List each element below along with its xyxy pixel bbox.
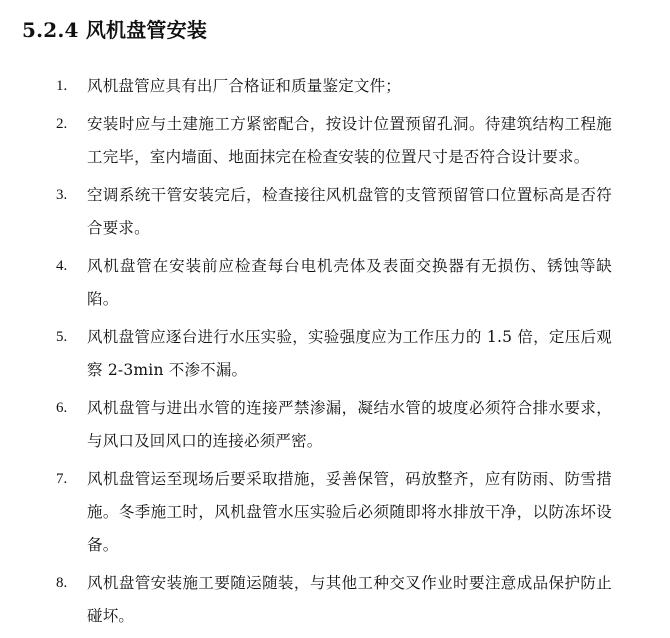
item-number: 7. (56, 471, 68, 487)
list-item (0, 70, 670, 103)
list-item (0, 108, 670, 174)
item-number: 6. (56, 400, 68, 416)
list-item (0, 179, 670, 245)
item-text: 风机盘管应具有出厂合格证和质量鉴定文件； (87, 77, 402, 95)
requirements-list (0, 70, 670, 638)
item-number: 8. (56, 575, 68, 591)
item-text: 安装时应与土建施工方紧密配合，按设计位置预留孔洞。待建筑结构工程施工完毕，室内墙面、地面抹完在检查安装的位置尺寸是否符合设计要求。 (87, 115, 612, 166)
list-item (0, 463, 670, 562)
section-heading: 5.2.4 风机盘管安装 (22, 18, 208, 42)
item-number: 4. (56, 258, 68, 274)
item-text: 风机盘管在安装前应检查每台电机壳体及表面交换器有无损伤、锈蚀等缺陷。 (87, 257, 612, 308)
item-text: 空调系统干管安装完后，检查接往风机盘管的支管预留管口位置标高是否符合要求。 (87, 186, 612, 237)
list-item (0, 321, 670, 387)
item-text: 风机盘管与进出水管的连接严禁渗漏，凝结水管的坡度必须符合排水要求，与风口及回风口的连接必须严密。 (87, 399, 612, 450)
list-item (0, 392, 670, 458)
item-text: 风机盘管应逐台进行水压实验，实验强度应为工作压力的 1.5 倍，定压后观察 2-3min 不渗不漏。 (87, 328, 612, 379)
list-item (0, 567, 670, 633)
item-number: 3. (56, 187, 68, 203)
item-text: 风机盘管运至现场后要采取措施，妥善保管，码放整齐，应有防雨、防雪措施。冬季施工时，风机盘管水压实验后必须随即将水排放干净，以防冻坏设备。 (87, 470, 612, 554)
item-number: 5. (56, 329, 68, 345)
item-number: 2. (56, 116, 68, 132)
item-number: 1. (56, 78, 68, 94)
list-item (0, 250, 670, 316)
item-text: 风机盘管安装施工要随运随装，与其他工种交叉作业时要注意成品保护防止碰坏。 (87, 574, 612, 625)
